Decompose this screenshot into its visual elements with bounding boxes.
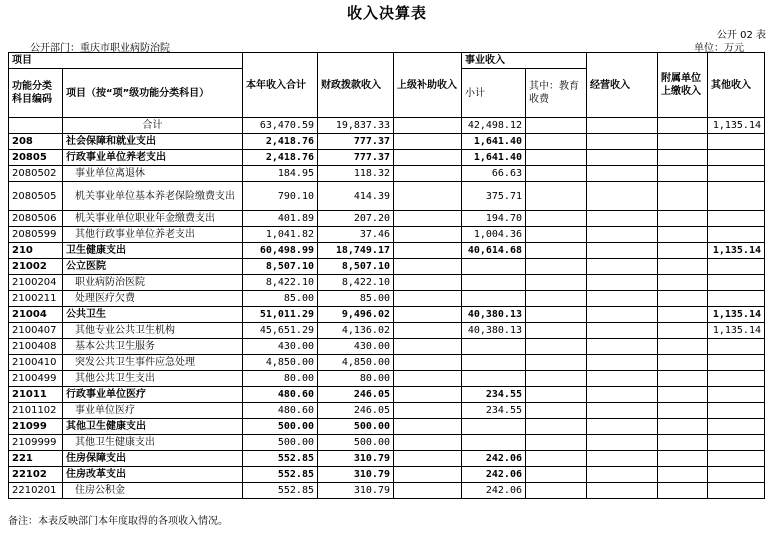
cell-upper (394, 419, 462, 435)
cell-affiliated (658, 371, 708, 387)
cell-total: 500.00 (243, 419, 318, 435)
table-row (9, 451, 765, 467)
cell-name: 职业病防治医院 (63, 275, 243, 291)
cell-upper (394, 227, 462, 243)
cell-edu (526, 435, 587, 451)
cell-upper (394, 291, 462, 307)
cell-total: 60,498.99 (243, 243, 318, 259)
cell-other (708, 275, 765, 291)
cell-total: 85.00 (243, 291, 318, 307)
cell-code: 2080599 (9, 227, 63, 243)
cell-code: 21011 (9, 387, 63, 403)
cell-code: 208 (9, 134, 63, 150)
cell-total: 184.95 (243, 166, 318, 182)
cell-subtotal: 40,614.68 (462, 243, 526, 259)
cell-upper (394, 259, 462, 275)
cell-affiliated (658, 451, 708, 467)
cell-name: 行政事业单位医疗 (63, 387, 243, 403)
cell-subtotal: 40,380.13 (462, 307, 526, 323)
cell-other (708, 291, 765, 307)
cell-fiscal: 777.37 (318, 150, 394, 166)
cell-subtotal: 234.55 (462, 403, 526, 419)
cell-total: 401.89 (243, 211, 318, 227)
cell-name: 事业单位离退休 (63, 166, 243, 182)
cell-code: 2109999 (9, 435, 63, 451)
cell-total: 8,507.10 (243, 259, 318, 275)
cell-operating (587, 211, 658, 227)
cell-name: 合计 (63, 118, 243, 134)
cell-name: 其他卫生健康支出 (63, 435, 243, 451)
cell-code: 2100211 (9, 291, 63, 307)
cell-upper (394, 243, 462, 259)
cell-code: 2210201 (9, 483, 63, 499)
cell-name: 住房保障支出 (63, 451, 243, 467)
header-edu: 其中：教育收费 (526, 69, 587, 118)
cell-name: 公共卫生 (63, 307, 243, 323)
cell-edu (526, 371, 587, 387)
cell-upper (394, 134, 462, 150)
table-row (9, 339, 765, 355)
header-career: 事业收入 (462, 53, 587, 69)
header-total: 本年收入合计 (243, 53, 318, 118)
cell-affiliated (658, 243, 708, 259)
cell-name: 其他公共卫生支出 (63, 371, 243, 387)
cell-total: 552.85 (243, 451, 318, 467)
table-row (9, 371, 765, 387)
cell-subtotal: 42,498.12 (462, 118, 526, 134)
cell-edu (526, 467, 587, 483)
cell-subtotal: 1,641.40 (462, 150, 526, 166)
cell-subtotal (462, 419, 526, 435)
header-subtotal: 小计 (462, 69, 526, 118)
table-row (9, 323, 765, 339)
cell-operating (587, 355, 658, 371)
cell-other (708, 211, 765, 227)
cell-operating (587, 435, 658, 451)
cell-subtotal (462, 275, 526, 291)
cell-subtotal: 66.63 (462, 166, 526, 182)
cell-total: 63,470.59 (243, 118, 318, 134)
cell-subtotal: 1,004.36 (462, 227, 526, 243)
cell-operating (587, 275, 658, 291)
cell-other (708, 339, 765, 355)
cell-edu (526, 403, 587, 419)
cell-operating (587, 307, 658, 323)
cell-total: 8,422.10 (243, 275, 318, 291)
cell-upper (394, 435, 462, 451)
cell-code: 2101102 (9, 403, 63, 419)
cell-edu (526, 134, 587, 150)
cell-affiliated (658, 227, 708, 243)
cell-other (708, 259, 765, 275)
cell-total: 480.60 (243, 387, 318, 403)
cell-other (708, 227, 765, 243)
cell-total: 552.85 (243, 467, 318, 483)
cell-other: 1,135.14 (708, 323, 765, 339)
cell-upper (394, 182, 462, 211)
header-code: 功能分类科目编码 (9, 69, 63, 118)
cell-code (9, 118, 63, 134)
cell-fiscal: 18,749.17 (318, 243, 394, 259)
cell-operating (587, 291, 658, 307)
cell-edu (526, 150, 587, 166)
cell-other: 1,135.14 (708, 307, 765, 323)
cell-name: 住房公积金 (63, 483, 243, 499)
cell-operating (587, 150, 658, 166)
cell-affiliated (658, 435, 708, 451)
cell-other (708, 371, 765, 387)
cell-subtotal: 1,641.40 (462, 134, 526, 150)
cell-upper (394, 355, 462, 371)
table-note: 备注：本表反映部门本年度取得的各项收入情况。 (8, 516, 228, 527)
cell-fiscal: 310.79 (318, 451, 394, 467)
cell-operating (587, 323, 658, 339)
cell-subtotal: 40,380.13 (462, 323, 526, 339)
table-row (9, 243, 765, 259)
unit-label: 单位：万元 (694, 43, 744, 54)
cell-subtotal: 194.70 (462, 211, 526, 227)
cell-other (708, 403, 765, 419)
cell-operating (587, 339, 658, 355)
cell-total: 480.60 (243, 403, 318, 419)
header-operating: 经营收入 (587, 53, 658, 118)
cell-code: 21099 (9, 419, 63, 435)
cell-fiscal: 8,422.10 (318, 275, 394, 291)
cell-affiliated (658, 403, 708, 419)
cell-upper (394, 323, 462, 339)
cell-name: 社会保障和就业支出 (63, 134, 243, 150)
cell-name: 卫生健康支出 (63, 243, 243, 259)
table-row (9, 403, 765, 419)
cell-fiscal: 37.46 (318, 227, 394, 243)
cell-name: 其他卫生健康支出 (63, 419, 243, 435)
cell-code: 2080502 (9, 166, 63, 182)
cell-edu (526, 227, 587, 243)
cell-edu (526, 355, 587, 371)
cell-subtotal: 234.55 (462, 387, 526, 403)
cell-fiscal: 310.79 (318, 483, 394, 499)
table-row (9, 355, 765, 371)
cell-other (708, 134, 765, 150)
cell-edu (526, 291, 587, 307)
cell-upper (394, 371, 462, 387)
cell-edu (526, 275, 587, 291)
cell-edu (526, 182, 587, 211)
cell-subtotal (462, 371, 526, 387)
cell-fiscal: 85.00 (318, 291, 394, 307)
cell-fiscal: 310.79 (318, 467, 394, 483)
cell-code: 2100499 (9, 371, 63, 387)
cell-total: 2,418.76 (243, 150, 318, 166)
cell-affiliated (658, 211, 708, 227)
cell-operating (587, 419, 658, 435)
cell-total: 1,041.82 (243, 227, 318, 243)
cell-affiliated (658, 467, 708, 483)
cell-other (708, 483, 765, 499)
department-label: 公开部门：重庆市职业病防治院 (30, 43, 170, 54)
cell-fiscal: 246.05 (318, 403, 394, 419)
header-affiliated: 附属单位上缴收入 (658, 53, 708, 118)
cell-subtotal (462, 435, 526, 451)
cell-subtotal: 375.71 (462, 182, 526, 211)
cell-fiscal: 246.05 (318, 387, 394, 403)
cell-fiscal: 9,496.02 (318, 307, 394, 323)
cell-subtotal: 242.06 (462, 451, 526, 467)
cell-code: 20805 (9, 150, 63, 166)
header-fiscal: 财政拨款收入 (318, 53, 394, 118)
cell-affiliated (658, 339, 708, 355)
header-other: 其他收入 (708, 53, 765, 118)
header-project: 项目 (9, 53, 243, 69)
cell-operating (587, 243, 658, 259)
cell-operating (587, 182, 658, 211)
cell-name: 机关事业单位职业年金缴费支出 (63, 211, 243, 227)
cell-upper (394, 118, 462, 134)
table-row (9, 182, 765, 211)
cell-total: 45,651.29 (243, 323, 318, 339)
cell-code: 221 (9, 451, 63, 467)
table-row (9, 275, 765, 291)
cell-affiliated (658, 291, 708, 307)
cell-operating (587, 387, 658, 403)
cell-fiscal: 430.00 (318, 339, 394, 355)
cell-affiliated (658, 323, 708, 339)
cell-subtotal: 242.06 (462, 467, 526, 483)
table-row (9, 259, 765, 275)
cell-affiliated (658, 355, 708, 371)
cell-upper (394, 483, 462, 499)
cell-total: 430.00 (243, 339, 318, 355)
cell-fiscal: 207.20 (318, 211, 394, 227)
table-row (9, 467, 765, 483)
cell-other (708, 435, 765, 451)
cell-name: 其他专业公共卫生机构 (63, 323, 243, 339)
cell-affiliated (658, 483, 708, 499)
cell-edu (526, 118, 587, 134)
cell-operating (587, 118, 658, 134)
cell-total: 790.10 (243, 182, 318, 211)
cell-upper (394, 166, 462, 182)
cell-subtotal: 242.06 (462, 483, 526, 499)
cell-operating (587, 403, 658, 419)
cell-fiscal: 80.00 (318, 371, 394, 387)
cell-fiscal: 118.32 (318, 166, 394, 182)
cell-edu (526, 451, 587, 467)
cell-other (708, 166, 765, 182)
cell-edu (526, 483, 587, 499)
cell-upper (394, 307, 462, 323)
cell-upper (394, 275, 462, 291)
cell-upper (394, 387, 462, 403)
form-number: 公开 02 表 (716, 30, 766, 41)
table-row (9, 166, 765, 182)
cell-code: 210 (9, 243, 63, 259)
cell-other (708, 451, 765, 467)
cell-affiliated (658, 259, 708, 275)
cell-other: 1,135.14 (708, 243, 765, 259)
cell-edu (526, 323, 587, 339)
cell-edu (526, 387, 587, 403)
table-row (9, 419, 765, 435)
cell-upper (394, 211, 462, 227)
cell-subtotal (462, 291, 526, 307)
cell-total: 51,011.29 (243, 307, 318, 323)
cell-subtotal (462, 339, 526, 355)
cell-subtotal (462, 355, 526, 371)
cell-fiscal: 500.00 (318, 435, 394, 451)
cell-code: 2100408 (9, 339, 63, 355)
page-title: 收入决算表 (346, 4, 427, 22)
cell-upper (394, 467, 462, 483)
table-row (9, 291, 765, 307)
cell-total: 80.00 (243, 371, 318, 387)
cell-code: 2080506 (9, 211, 63, 227)
cell-operating (587, 227, 658, 243)
header-upper: 上级补助收入 (394, 53, 462, 118)
cell-fiscal: 500.00 (318, 419, 394, 435)
cell-other (708, 467, 765, 483)
cell-code: 2100204 (9, 275, 63, 291)
cell-operating (587, 259, 658, 275)
table-row (9, 227, 765, 243)
cell-edu (526, 166, 587, 182)
table-row (9, 134, 765, 150)
cell-upper (394, 451, 462, 467)
cell-name: 机关事业单位基本养老保险缴费支出 (63, 182, 243, 211)
cell-operating (587, 371, 658, 387)
cell-code: 2100410 (9, 355, 63, 371)
table-row (9, 150, 765, 166)
cell-affiliated (658, 166, 708, 182)
cell-code: 22102 (9, 467, 63, 483)
cell-edu (526, 339, 587, 355)
cell-fiscal: 4,850.00 (318, 355, 394, 371)
table-row (9, 387, 765, 403)
cell-total: 2,418.76 (243, 134, 318, 150)
cell-upper (394, 150, 462, 166)
cell-affiliated (658, 275, 708, 291)
cell-edu (526, 259, 587, 275)
table-row (9, 483, 765, 499)
cell-affiliated (658, 387, 708, 403)
cell-name: 事业单位医疗 (63, 403, 243, 419)
cell-fiscal: 777.37 (318, 134, 394, 150)
income-table (8, 52, 765, 499)
cell-name: 处理医疗欠费 (63, 291, 243, 307)
cell-edu (526, 211, 587, 227)
cell-operating (587, 451, 658, 467)
cell-total: 500.00 (243, 435, 318, 451)
cell-name: 其他行政事业单位养老支出 (63, 227, 243, 243)
header-name: 项目（按“项”级功能分类科目） (63, 69, 243, 118)
cell-subtotal (462, 259, 526, 275)
cell-name: 住房改革支出 (63, 467, 243, 483)
cell-other (708, 387, 765, 403)
cell-other (708, 150, 765, 166)
cell-other (708, 182, 765, 211)
table-row (9, 211, 765, 227)
table-row (9, 307, 765, 323)
cell-code: 21004 (9, 307, 63, 323)
cell-total: 4,850.00 (243, 355, 318, 371)
cell-code: 2100407 (9, 323, 63, 339)
cell-operating (587, 467, 658, 483)
cell-affiliated (658, 307, 708, 323)
cell-edu (526, 307, 587, 323)
cell-affiliated (658, 150, 708, 166)
table-row (9, 435, 765, 451)
cell-fiscal: 4,136.02 (318, 323, 394, 339)
table-row (9, 118, 765, 134)
cell-other (708, 419, 765, 435)
cell-fiscal: 19,837.33 (318, 118, 394, 134)
cell-upper (394, 339, 462, 355)
cell-operating (587, 134, 658, 150)
cell-affiliated (658, 419, 708, 435)
cell-other: 1,135.14 (708, 118, 765, 134)
cell-name: 基本公共卫生服务 (63, 339, 243, 355)
cell-total: 552.85 (243, 483, 318, 499)
cell-fiscal: 8,507.10 (318, 259, 394, 275)
cell-fiscal: 414.39 (318, 182, 394, 211)
cell-edu (526, 243, 587, 259)
cell-operating (587, 483, 658, 499)
cell-edu (526, 419, 587, 435)
cell-other (708, 355, 765, 371)
cell-code: 21002 (9, 259, 63, 275)
cell-code: 2080505 (9, 182, 63, 211)
cell-affiliated (658, 182, 708, 211)
cell-affiliated (658, 118, 708, 134)
cell-name: 行政事业单位养老支出 (63, 150, 243, 166)
cell-name: 突发公共卫生事件应急处理 (63, 355, 243, 371)
cell-operating (587, 166, 658, 182)
cell-name: 公立医院 (63, 259, 243, 275)
cell-affiliated (658, 134, 708, 150)
cell-upper (394, 403, 462, 419)
